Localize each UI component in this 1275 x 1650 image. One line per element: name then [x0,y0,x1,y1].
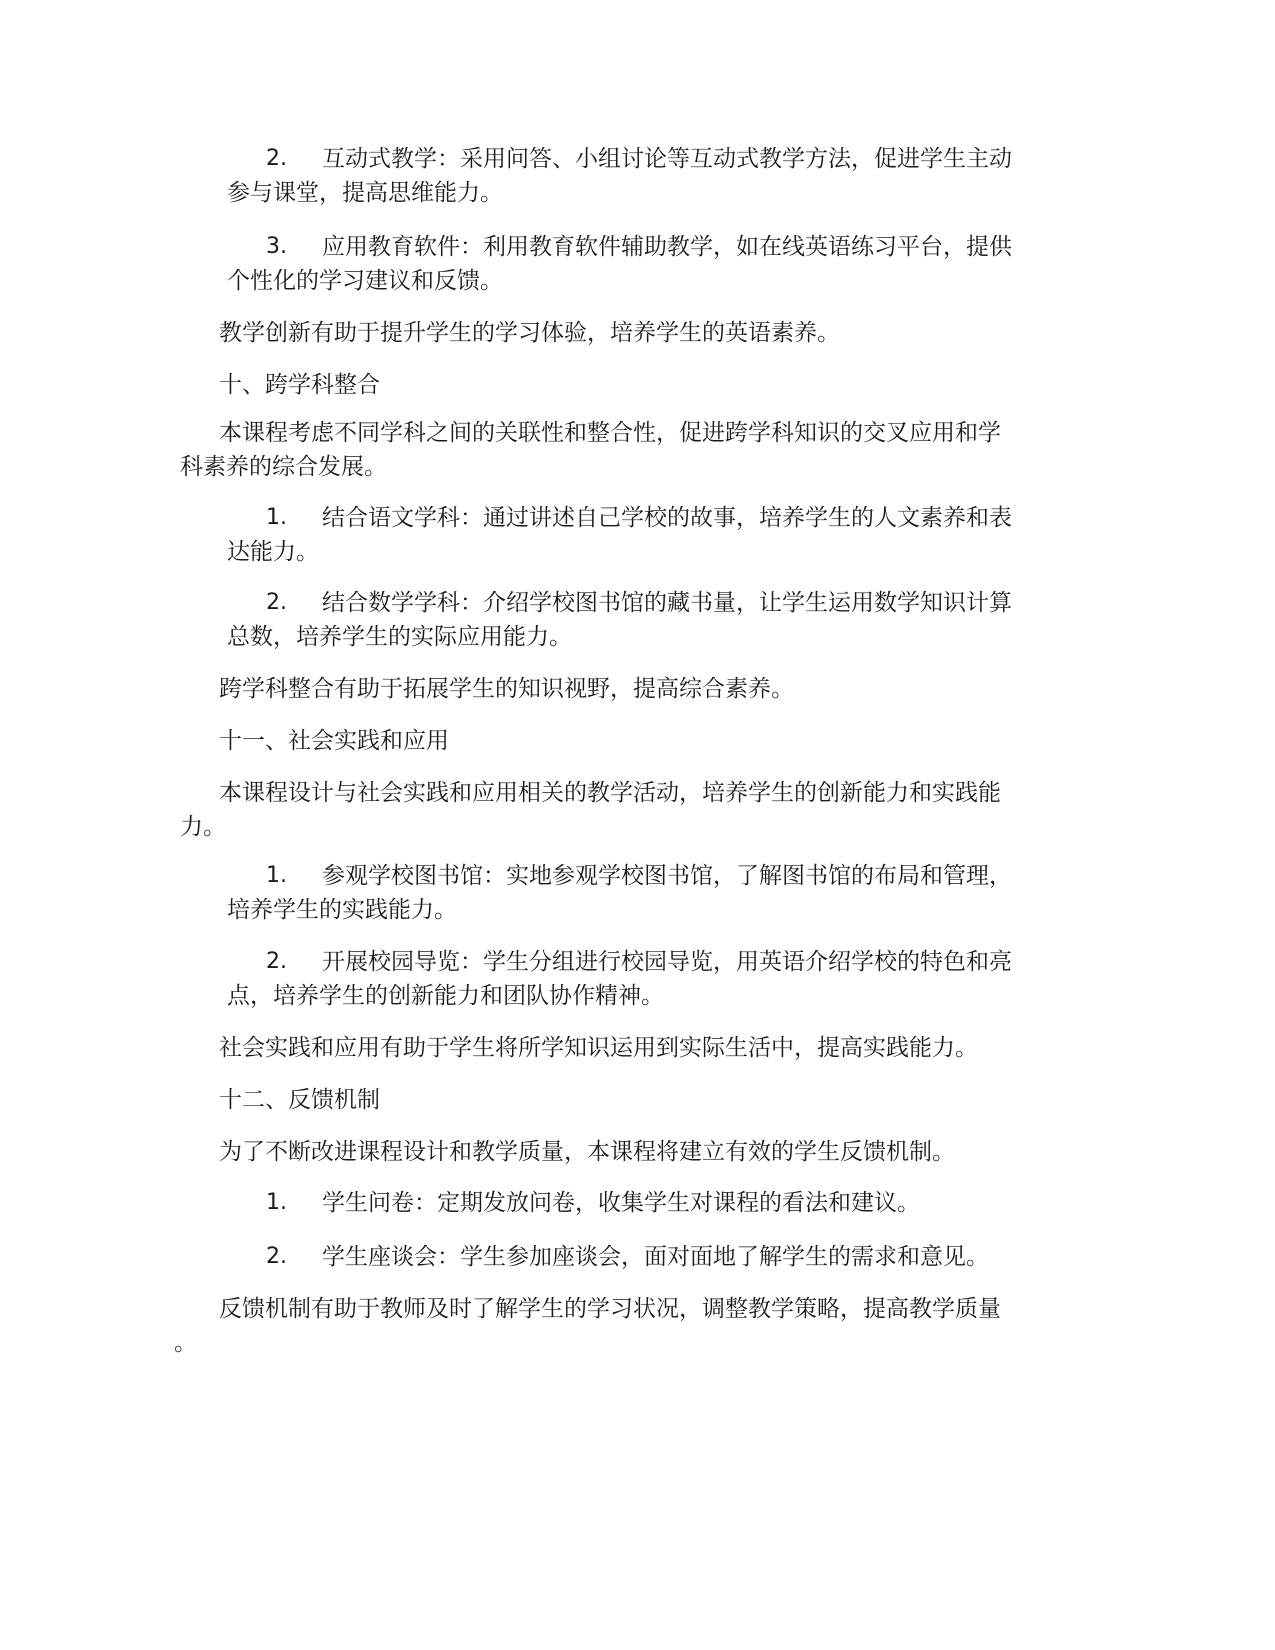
list-number: 1. [266,1190,287,1215]
paragraph-continued: 力。 [180,814,226,840]
list-item-text: 参观学校图书馆：实地参观学校图书馆，了解图书馆的布局和管理， [322,863,1012,889]
paragraph: 本课程考虑不同学科之间的关联性和整合性，促进跨学科知识的交叉应用和学 [219,420,1001,446]
paragraph-continued: 。 [174,1330,197,1356]
list-item-text-continued: 培养学生的实践能力。 [227,897,457,923]
section-heading: 十二、反馈机制 [219,1087,380,1113]
list-item-text: 学生问卷：定期发放问卷，收集学生对课程的看法和建议。 [322,1190,920,1216]
list-item-text-continued: 总数，培养学生的实际应用能力。 [227,624,572,650]
list-number: 2. [266,590,287,615]
paragraph: 社会实践和应用有助于学生将所学知识运用到实际生活中，提高实践能力。 [219,1035,978,1061]
paragraph: 教学创新有助于提升学生的学习体验，培养学生的英语素养。 [219,320,840,346]
paragraph: 跨学科整合有助于拓展学生的知识视野，提高综合素养。 [219,676,794,702]
list-number: 1. [266,505,287,530]
paragraph: 反馈机制有助于教师及时了解学生的学习状况，调整教学策略，提高教学质量 [219,1296,1001,1322]
section-heading: 十一、社会实践和应用 [219,728,449,754]
list-item-text: 应用教育软件：利用教育软件辅助教学，如在线英语练习平台，提供 [322,234,1012,260]
section-heading: 十、跨学科整合 [219,372,380,398]
list-item-text-continued: 点，培养学生的创新能力和团队协作精神。 [227,983,664,1009]
list-item-text: 结合数学学科：介绍学校图书馆的藏书量，让学生运用数学知识计算 [322,590,1012,616]
list-item-text-continued: 个性化的学习建议和反馈。 [227,268,503,294]
list-number: 2. [266,1244,287,1269]
paragraph: 本课程设计与社会实践和应用相关的教学活动，培养学生的创新能力和实践能 [219,780,1001,806]
list-item-text: 开展校园导览：学生分组进行校园导览，用英语介绍学校的特色和亮 [322,949,1012,975]
list-item-text-continued: 参与课堂，提高思维能力。 [227,180,503,206]
list-item-text: 学生座谈会：学生参加座谈会，面对面地了解学生的需求和意见。 [322,1244,989,1270]
list-item-text-continued: 达能力。 [227,539,319,565]
list-number: 2. [266,146,287,171]
list-number: 3. [266,234,287,259]
list-number: 1. [266,863,287,888]
list-item-text: 结合语文学科：通过讲述自己学校的故事，培养学生的人文素养和表 [322,505,1012,531]
list-item-text: 互动式教学：采用问答、小组讨论等互动式教学方法，促进学生主动 [322,146,1012,172]
paragraph: 为了不断改进课程设计和教学质量，本课程将建立有效的学生反馈机制。 [219,1139,955,1165]
list-number: 2. [266,949,287,974]
paragraph-continued: 科素养的综合发展。 [180,454,387,480]
